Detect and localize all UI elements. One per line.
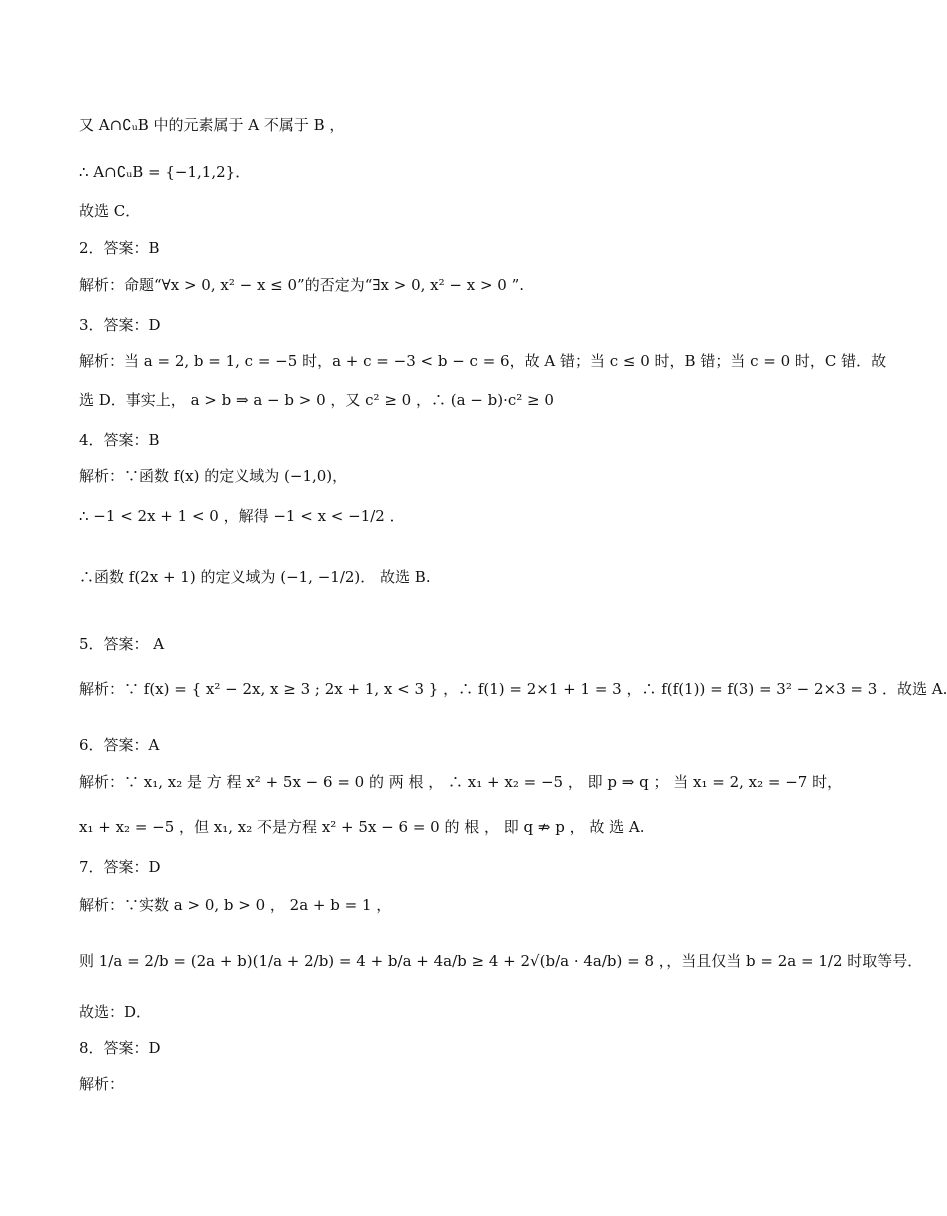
text-line: 故选：D． [79,1003,152,1021]
text-line: ∴ −1 < 2x + 1 < 0 ，解得 −1 < x < −1/2 ． [79,507,405,525]
text-line: 4．答案：B [79,431,160,449]
text-line: ∴ A∩∁ᵤB = {−1,1,2}． [79,163,251,181]
text-line: 解析： [79,1075,125,1093]
text-line: 解析：∵ x₁, x₂ 是 方 程 x² + 5x − 6 = 0 的 两 根 ， ∴ x₁ + x₂ = −5 ， 即 p ⇒ q ； 当 x₁ = 2, x₂ = −7 时， [79,773,843,791]
text-line: 解析：∵ f(x) = { x² − 2x, x ≥ 3 ; 2x + 1, x < 3 } ，∴ f(1) = 2×1 + 1 = 3 ，∴ f(f(1)) = f(3) = 3² − 2×3 = 3 ．故选 A. [79,680,947,698]
text-line: 7．答案：D [79,858,161,876]
text-line: 选 D．事实上， a > b ⇒ a − b > 0 ，又 c² ≥ 0 ，∴ (a − b)·c² ≥ 0 [79,391,554,409]
text-line: 3．答案：D [79,316,161,334]
text-line: 解析：∵函数 f(x) 的定义域为 (−1,0)， [79,467,348,485]
text-line: 2．答案：B [79,239,160,257]
text-line: 则 1/a = 2/b = (2a + b)(1/a + 2/b) = 4 + b/a + 4a/b ≥ 4 + 2√(b/a · 4a/b) = 8 ，，当且仅当 b = 2a = 1/2 时取等号． [79,952,923,970]
text-line: 6．答案：A [79,736,160,754]
text-line: 解析：∵实数 a > 0, b > 0 ， 2a + b = 1 ， [79,896,392,914]
text-line: ∴函数 f(2x + 1) 的定义域为 (−1, −1/2)． 故选 B. [79,568,431,586]
text-line: 故选 C． [79,202,141,220]
text-line: 解析：当 a = 2, b = 1, c = −5 时，a + c = −3 < b − c = 6，故 A 错；当 c ≤ 0 时，B 错；当 c = 0 时，C 错．故 [79,352,887,370]
text-line: 5．答案： A [79,635,165,653]
text-line: 解析：命题“∀x > 0, x² − x ≤ 0”的否定为“∃x > 0, x² − x > 0 ”. [79,276,525,294]
text-line: 8．答案：D [79,1039,161,1057]
text-line: x₁ + x₂ = −5 ，但 x₁, x₂ 不是方程 x² + 5x − 6 = 0 的 根 ， 即 q ⇏ p ， 故 选 A. [79,818,645,836]
text-line: 又 A∩∁ᵤB 中的元素属于 A 不属于 B ， [79,116,345,134]
